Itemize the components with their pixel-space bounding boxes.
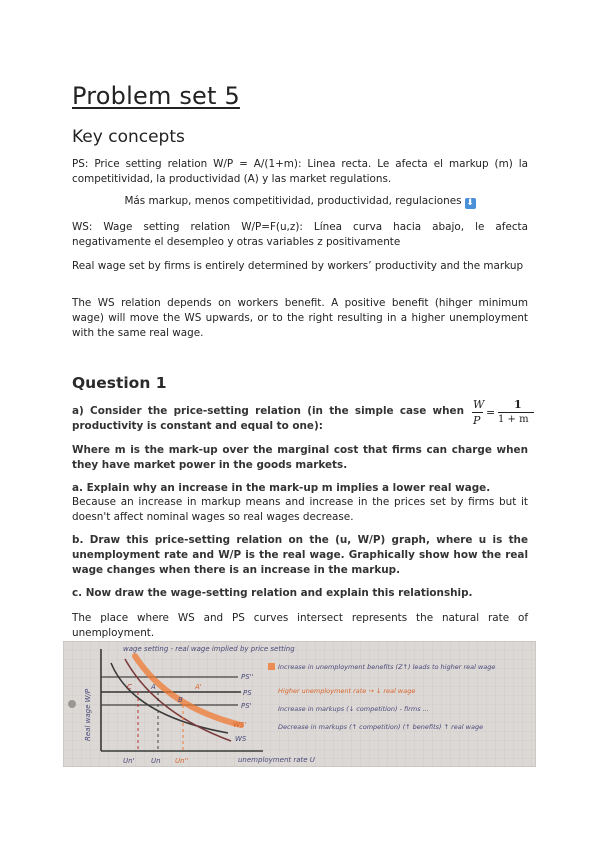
ps-note — [72, 195, 528, 209]
handwritten-graph-photo — [63, 641, 536, 767]
tick-un-double-prime: Un'' — [175, 757, 189, 765]
legend-item-3: Increase in markups (↓ competition) - firms ... — [278, 705, 429, 713]
point-a-prime: A' — [195, 683, 202, 691]
tick-un: Un — [151, 757, 161, 765]
real-wage-paragraph: Real wage set by firms is entirely determined by workers’ productivity and the markup — [72, 260, 524, 272]
sketch-top-label: wage setting - real wage implied by price setting — [123, 645, 295, 653]
answer-c: The place where WS and PS curves intersect represents the natural rate of unemployment. — [72, 612, 528, 639]
ws-benefit-paragraph: The WS relation depends on workers benefit. A positive benefit (hihger minimum wage) will move the WS upwards, or to the right resulting in a higher unemployment with the same real wage. — [72, 297, 528, 339]
formula-eq: = — [486, 406, 496, 419]
point-a: A — [151, 683, 156, 691]
label-ws: WS — [235, 735, 247, 743]
part-a-text: a) Consider the price-setting relation (in the simple case when productivity is constant and equal to one): — [72, 405, 464, 432]
formula-one-plus-m: 1 + m — [498, 414, 529, 425]
formula-w: W — [473, 398, 485, 411]
label-ws-prime: WS' — [233, 721, 247, 729]
point-b: B — [178, 696, 183, 704]
formula-p: P — [473, 414, 481, 427]
page-title: Problem set 5 — [72, 82, 240, 110]
ws-paragraph: WS: Wage setting relation W/P=F(u,z): Línea curva hacia abajo, le afecta negativamente el desempleo y otras variables z positivamente — [72, 221, 528, 248]
label-ps: PS — [243, 689, 252, 697]
formula-one: 1 — [514, 398, 522, 411]
sketch-y-axis: Real wage W/P — [84, 688, 92, 741]
legend-item-2: Higher unemployment rate → ↓ real wage — [278, 687, 416, 695]
label-ps-double-prime: PS'' — [241, 673, 254, 681]
label-ps-prime: PS' — [241, 702, 252, 710]
ps-note-text: Más markup, menos competitividad, productividad, regulaciones — [124, 195, 462, 207]
tick-un-prime: Un' — [123, 757, 135, 765]
legend-item-1: Increase in unemployment benefits (Z↑) leads to higher real wage — [278, 663, 496, 671]
point-c: C — [127, 683, 132, 691]
question-c: c. Now draw the wage-setting relation and explain this relationship. — [72, 587, 473, 599]
sketch-x-axis: unemployment rate U — [238, 756, 315, 764]
question-b: b. Draw this price-setting relation on the (u, W/P) graph, where u is the unemployment rate and W/P is the real wage. Graphically show how the real wage changes when there is an increase in the markup. — [72, 534, 528, 576]
price-setting-formula — [470, 398, 536, 428]
question1-heading: Question 1 — [72, 374, 167, 392]
down-arrow-icon: ⬇ — [466, 198, 474, 208]
ps-paragraph: PS: Price setting relation W/P = A/(1+m): Linea recta. Le afecta el markup (m) la competitividad, la productividad (A) y las market regulations. — [72, 158, 528, 185]
question-a: a. Explain why an increase in the mark-up m implies a lower real wage. — [72, 482, 491, 494]
markup-definition: Where m is the mark-up over the marginal cost that firms can charge when they have market power in the goods markets. — [72, 444, 528, 471]
key-concepts-heading: Key concepts — [72, 127, 185, 147]
legend-item-4: Decrease in markups (↑ competition) (↑ benefits) ↑ real wage — [278, 723, 484, 731]
answer-a: Because an increase in markup means and increase in the prices set by firms but it doesn't affect nominal wages so real wages decrease. — [72, 496, 528, 523]
